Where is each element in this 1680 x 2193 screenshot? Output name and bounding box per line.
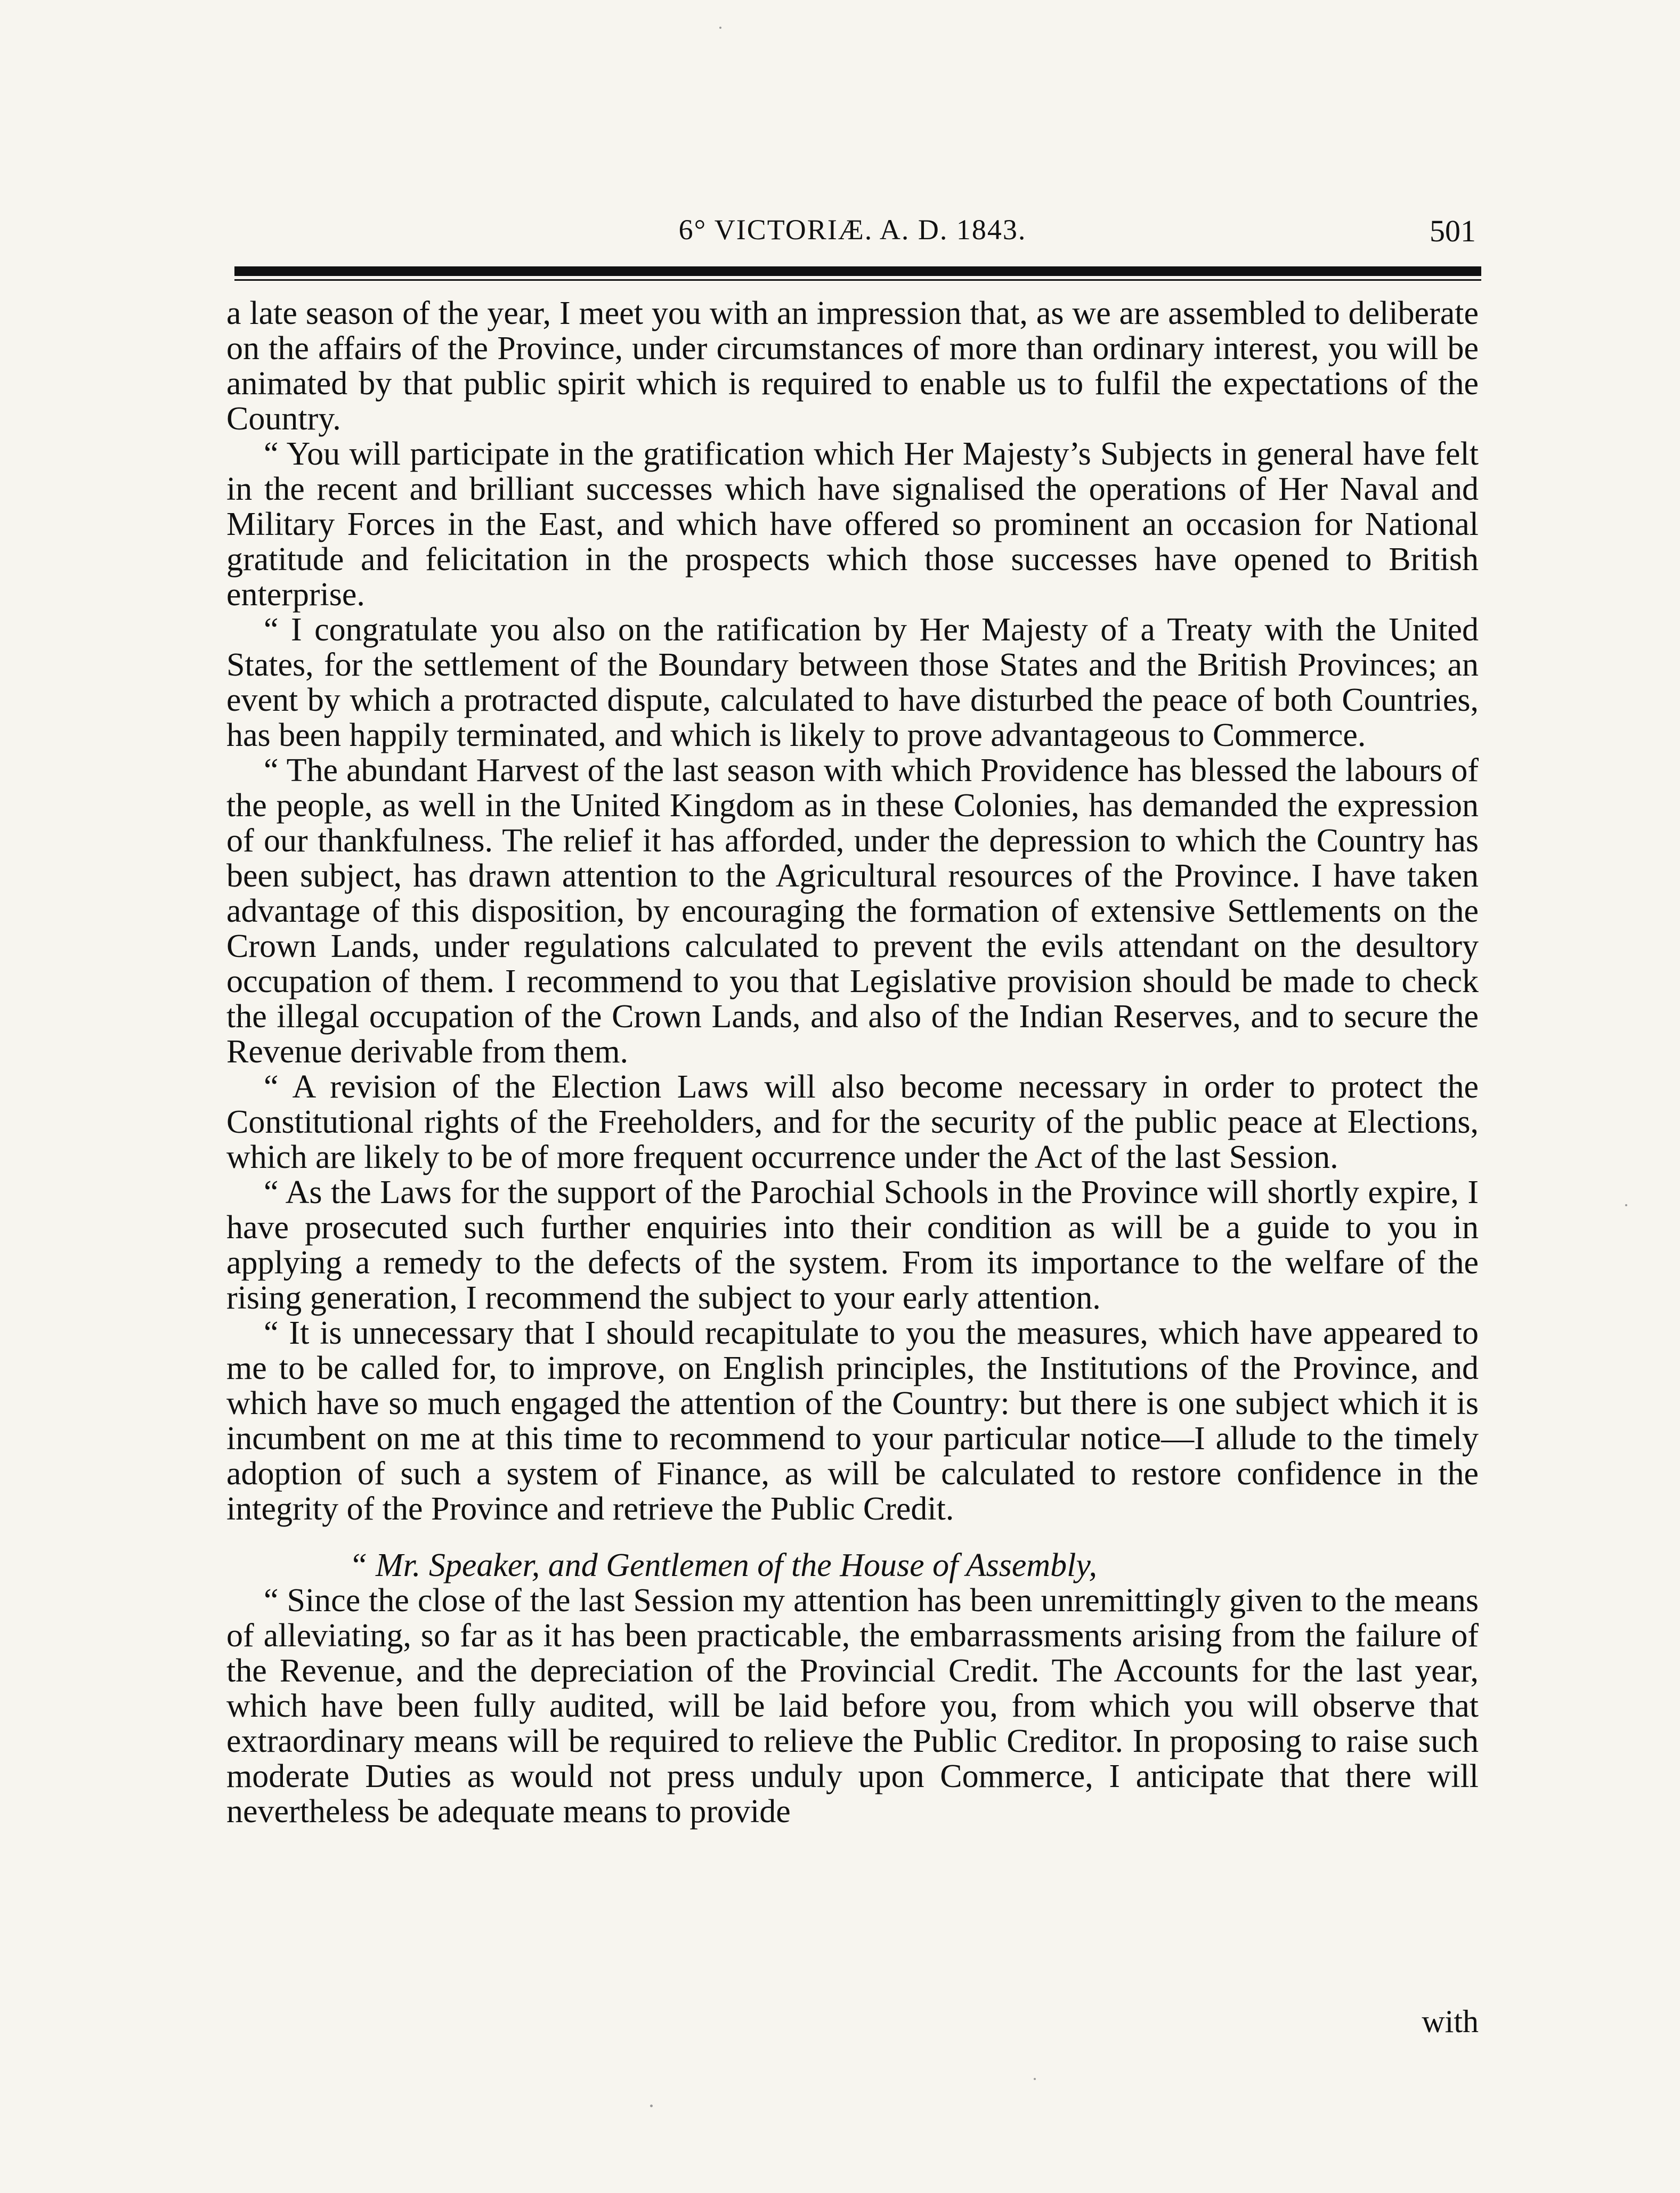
paper-speck <box>1625 1204 1627 1206</box>
paragraph: “ I congratulate you also on the ratification by Her Majesty of a Treaty with the United States, for the settlement of the Boundary between those States and the British Provinces; an event by which a protracted dispute, calculated to have disturbed the peace of both Countries, has been happily terminated, and which is likely to prove advantageous to Commerce. <box>226 612 1479 753</box>
paragraph: “ As the Laws for the support of the Parochial Schools in the Province will shortly expire, I have prosecuted such further enquiries into their condition as will be a guide to you in applying a remedy to the defects of the system. From its importance to the welfare of the rising generation, I recommend the subject to your early attention. <box>226 1174 1479 1316</box>
page-number: 501 <box>1430 214 1476 248</box>
paragraph: “ The abundant Harvest of the last season with which Providence has blessed the labours of the people, as well in the United Kingdom as in these Colonies, has demanded the expression of our thankfulness. The relief it has afforded, under the depression to which the Country has been subject, has drawn attention to the Agricultural resources of the Province. I have taken advantage of this disposition, by encouraging the formation of extensive Settlements on the Crown Lands, under regulations calculated to prevent the evils attendant on the desultory occupation of them. I recommend to you that Legislative provision should be made to check the illegal occupation of the Crown Lands, and also of the Indian Reserves, and to secure the Revenue derivable from them. <box>226 752 1479 1070</box>
running-title: 6° VICTORIÆ. A. D. 1843. <box>678 214 1027 246</box>
catchword: with <box>1422 2004 1479 2039</box>
body-text <box>226 296 1479 1829</box>
paragraph: a late season of the year, I meet you with an impression that, as we are assembled to deliberate on the affairs of the Province, under circumstances of more than ordinary interest, you will be animated by that public spirit which is required to enable us to fulfil the expectations of the Country. <box>226 295 1479 437</box>
page-header <box>229 213 1476 256</box>
header-rule-thin <box>234 279 1481 281</box>
paragraph: “ You will participate in the gratification which Her Majesty’s Subjects in general have felt in the recent and brilliant successes which have signalised the operations of Her Naval and Military Forces in the East, and which have offered so prominent an occasion for National gratitude and felicitation in the prospects which those successes have opened to British enterprise. <box>226 436 1479 613</box>
paper-speck <box>1034 2078 1036 2080</box>
paragraph: “ Since the close of the last Session my attention has been unremittingly given to the means of alleviating, so far as it has been practicable, the embarrassments arising from the failure of the Revenue, and the depreciation of the Provincial Credit. The Accounts for the last year, which have been fully audited, will be laid before you, from which you will observe that extraordinary means will be required to relieve the Public Creditor. In proposing to raise such moderate Duties as would not press unduly upon Commerce, I anticipate that there will nevertheless be adequate means to provide <box>226 1582 1479 1830</box>
paragraph: “ A revision of the Election Laws will also become necessary in order to protect the Constitutional rights of the Freeholders, and for the security of the public peace at Elections, which are likely to be of more frequent occurrence under the Act of the last Session. <box>226 1069 1479 1175</box>
paragraph: “ It is unnecessary that I should recapitulate to you the measures, which have appeared to me to be called for, to improve, on English principles, the Institutions of the Province, and which have so much engaged the attention of the Country: but there is one subject which it is incumbent on me at this time to recommend to your particular notice—I allude to the timely adoption of such a system of Finance, as will be calculated to restore confidence in the integrity of the Province and retrieve the Public Credit. <box>226 1315 1479 1527</box>
header-rule-thick <box>234 266 1481 276</box>
paper-speck <box>719 27 721 29</box>
paper-speck <box>650 2105 653 2107</box>
address-heading: “ Mr. Speaker, and Gentlemen of the House of Assembly, <box>349 1547 1097 1583</box>
